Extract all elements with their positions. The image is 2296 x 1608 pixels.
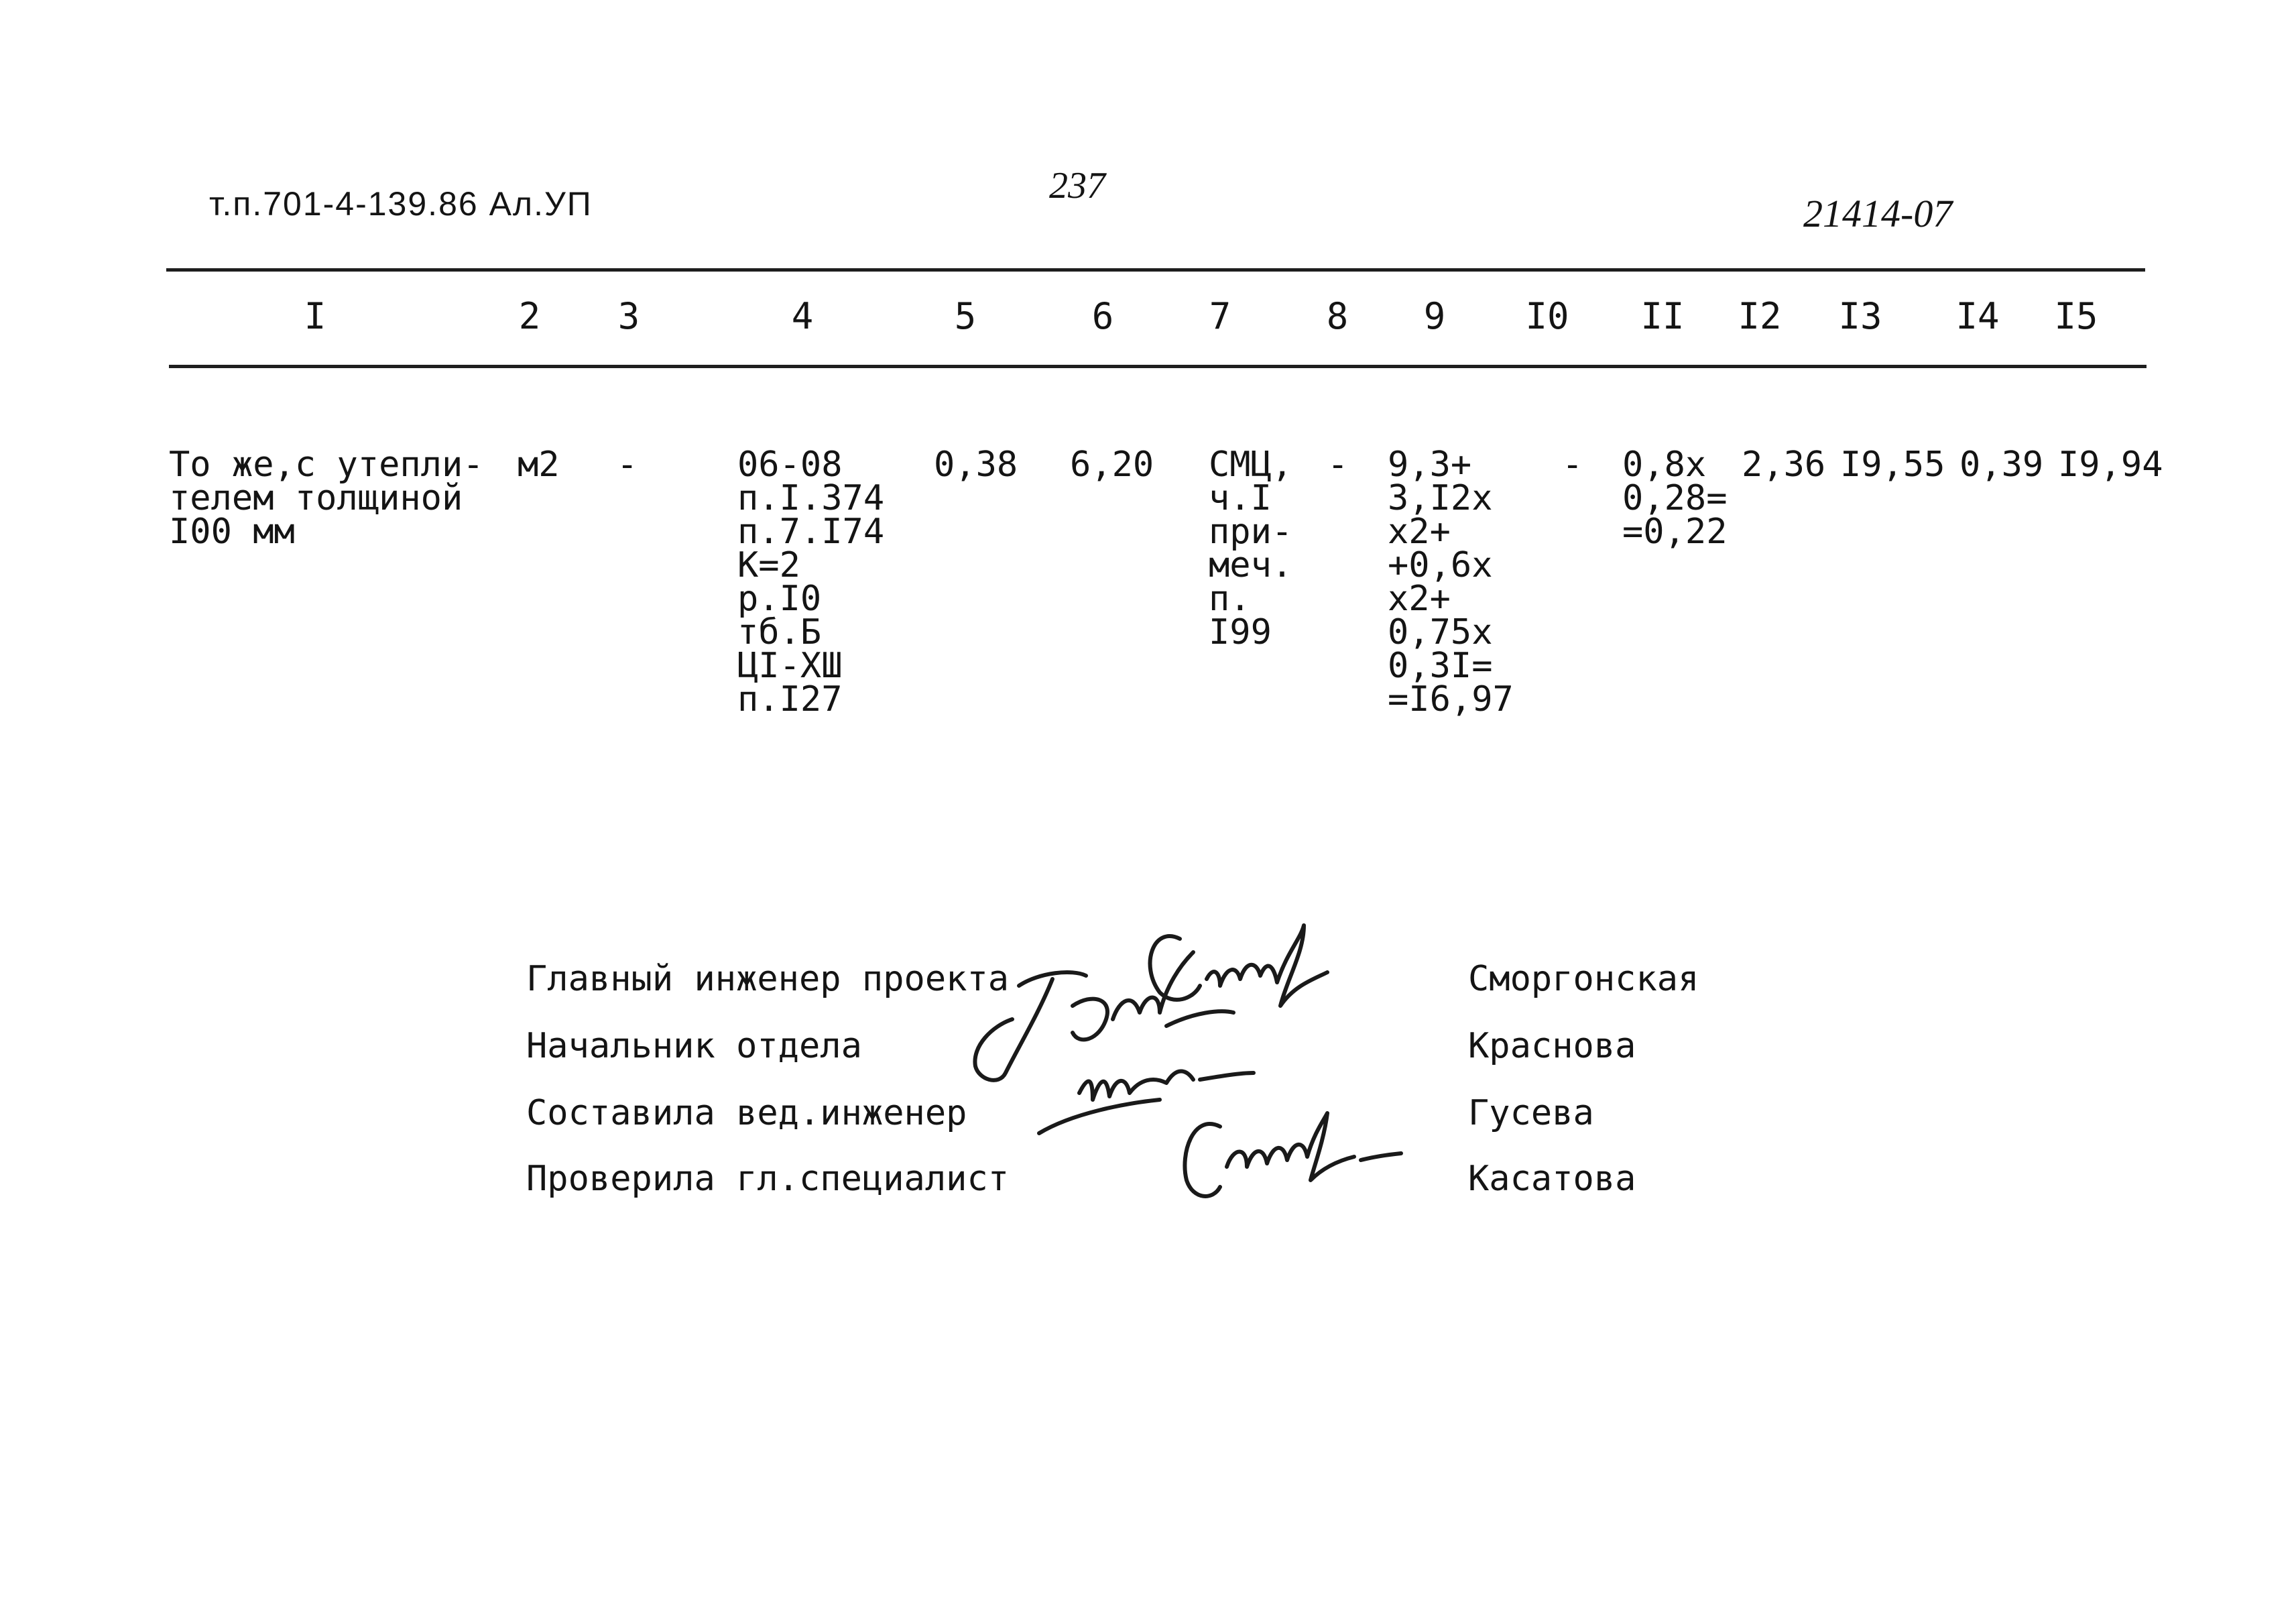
archive-code: 21414-07 <box>1803 192 1953 235</box>
cell-reference: 06-08 п.I.374 п.7.I74 К=2 р.I0 тб.Б ЦI-ХШ п.I27 <box>737 445 885 720</box>
signature-position: Главный инженер проекта <box>526 959 1010 999</box>
column-header-1: I <box>304 295 326 337</box>
signature-position: Начальник отдела <box>526 1026 862 1066</box>
signature-position: Составила вед.инженер <box>526 1093 967 1133</box>
cell-col15: I9,94 <box>2058 445 2163 485</box>
signature-name: Сморгонская <box>1468 959 1699 999</box>
column-header-11: II <box>1640 295 1685 337</box>
signature-name: Краснова <box>1468 1026 1636 1066</box>
signature-position: Проверила гл.специалист <box>526 1159 1010 1199</box>
column-header-8: 8 <box>1326 295 1349 337</box>
column-header-2: 2 <box>518 295 541 337</box>
table-top-rule <box>166 268 2145 272</box>
signature-name: Гусева <box>1468 1093 1594 1133</box>
column-header-15: I5 <box>2054 295 2098 337</box>
cell-col5: 0,38 <box>934 445 1018 485</box>
column-header-13: I3 <box>1838 295 1882 337</box>
cell-col11: 0,8х 0,28= =0,22 <box>1622 445 1728 552</box>
column-header-7: 7 <box>1209 295 1231 337</box>
handwritten-signatures <box>939 912 1448 1234</box>
signature-name: Касатова <box>1468 1159 1636 1199</box>
cell-col3: - <box>617 445 638 485</box>
cell-col10: - <box>1562 445 1583 485</box>
column-header-5: 5 <box>954 295 977 337</box>
column-header-12: I2 <box>1738 295 1782 337</box>
table-header-rule <box>169 365 2147 368</box>
cell-col13: I9,55 <box>1840 445 1945 485</box>
column-header-9: 9 <box>1423 295 1446 337</box>
column-header-14: I4 <box>1955 295 2000 337</box>
cell-unit: м2 <box>518 445 560 485</box>
cell-col6: 6,20 <box>1070 445 1154 485</box>
column-header-3: 3 <box>617 295 640 337</box>
cell-col12: 2,36 <box>1742 445 1826 485</box>
page-number: 237 <box>1049 165 1105 207</box>
column-header-6: 6 <box>1091 295 1114 337</box>
cell-col14: 0,39 <box>1959 445 2044 485</box>
document-code: т.п.701-4-139.86 Ал.УП <box>209 185 593 223</box>
cell-description: То же,с утепли- телем толщиной I00 мм <box>169 445 484 552</box>
column-header-10: I0 <box>1525 295 1569 337</box>
cell-col7: СМЦ, ч.I при- меч. п. I99 <box>1209 445 1293 652</box>
cell-col8: - <box>1327 445 1349 485</box>
column-header-4: 4 <box>791 295 814 337</box>
cell-col9: 9,3+ 3,I2х х2+ +0,6х х2+ 0,75х 0,3I= =I6,97 <box>1388 445 1514 720</box>
